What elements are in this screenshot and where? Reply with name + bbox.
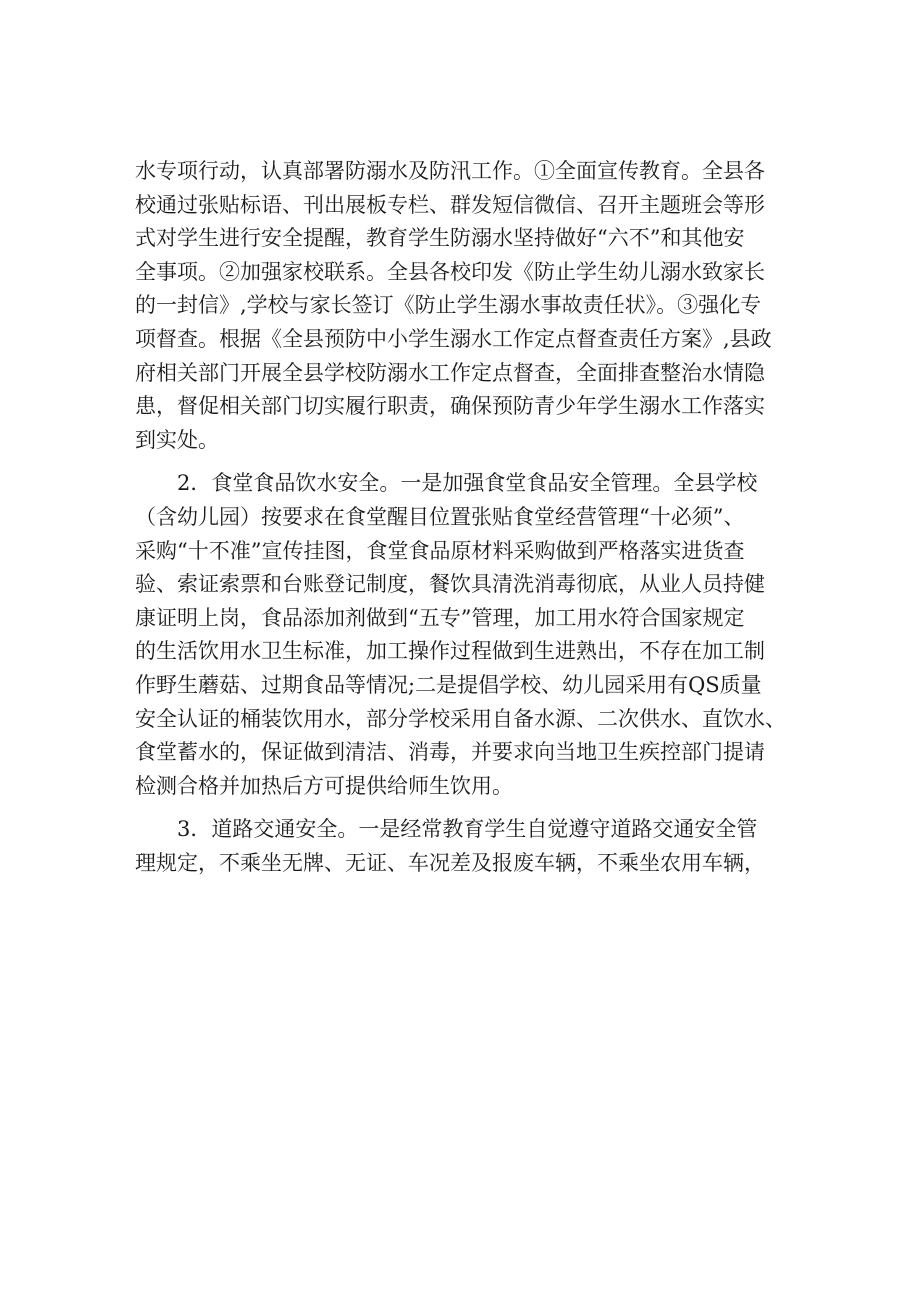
text-line: 式对学生进行安全提醒，教育学生防溺水坚持做好“六不”和其他安 <box>135 226 745 251</box>
text-line: 理规定，不乘坐无牌、无证、车况差及报废车辆，不乘坐农用车辆， <box>135 850 765 875</box>
text-line: 患，督促相关部门切实履行职责，确保预防青少年学生溺水工作落实 <box>135 394 765 419</box>
text-line: 到实处。 <box>135 427 219 452</box>
text-line: 食堂蓄水的，保证做到清洁、消毒，并要求向当地卫生疾控部门提请 <box>135 740 765 765</box>
text-line: （含幼儿园）按要求在食堂醒目位置张贴食堂经营管理“十必须”、 <box>135 504 745 529</box>
text-line: 府相关部门开展全县学校防溺水工作定点督查，全面排查整治水情隐 <box>135 360 765 385</box>
document-body <box>135 155 795 880</box>
text-line: 检测合格并加热后方可提供给师生饮用。 <box>135 773 513 798</box>
text-line: 项督查。根据《全县预防中小学生溺水工作定点督查责任方案》,县政 <box>135 326 772 351</box>
paragraph-road-traffic-safety <box>135 813 795 880</box>
text-line: 采购“十不准”宣传挂图，食堂食品原材料采购做到严格落实进货查 <box>135 538 745 563</box>
text-line: 作野生蘑菇、过期食品等情况;二是提倡学校、幼儿园采用有QS质量 <box>135 672 762 697</box>
text-line: 3．道路交通安全。一是经常教育学生自觉遵守道路交通安全管 <box>135 817 758 842</box>
paragraph-canteen-food-water-safety <box>135 467 795 803</box>
text-line: 验、索证索票和台账登记制度，餐饮具清洗消毒彻底，从业人员持健 <box>135 572 765 597</box>
text-line: 全事项。②加强家校联系。全县各校印发《防止学生幼儿溺水致家长 <box>135 259 765 284</box>
text-line: 2．食堂食品饮水安全。一是加强食堂食品安全管理。全县学校 <box>135 471 758 496</box>
text-line: 水专项行动，认真部署防溺水及防汛工作。①全面宣传教育。全县各 <box>135 159 765 183</box>
paragraph-gap <box>135 803 795 813</box>
text-line: 安全认证的桶装饮用水，部分学校采用自备水源、二次供水、直饮水、 <box>135 706 786 731</box>
text-line: 校通过张贴标语、刊出展板专栏、群发短信微信、召开主题班会等形 <box>135 192 765 217</box>
text-line: 的生活饮用水卫生标准，加工操作过程做到生进熟出，不存在加工制 <box>135 639 765 664</box>
paragraph-drowning-prevention <box>135 155 795 457</box>
text-line: 康证明上岗，食品添加剂做到“五专”管理，加工用水符合国家规定 <box>135 605 745 630</box>
paragraph-gap <box>135 457 795 467</box>
text-line: 的一封信》,学校与家长签订《防止学生溺水事故责任状》。③强化专 <box>135 293 762 318</box>
